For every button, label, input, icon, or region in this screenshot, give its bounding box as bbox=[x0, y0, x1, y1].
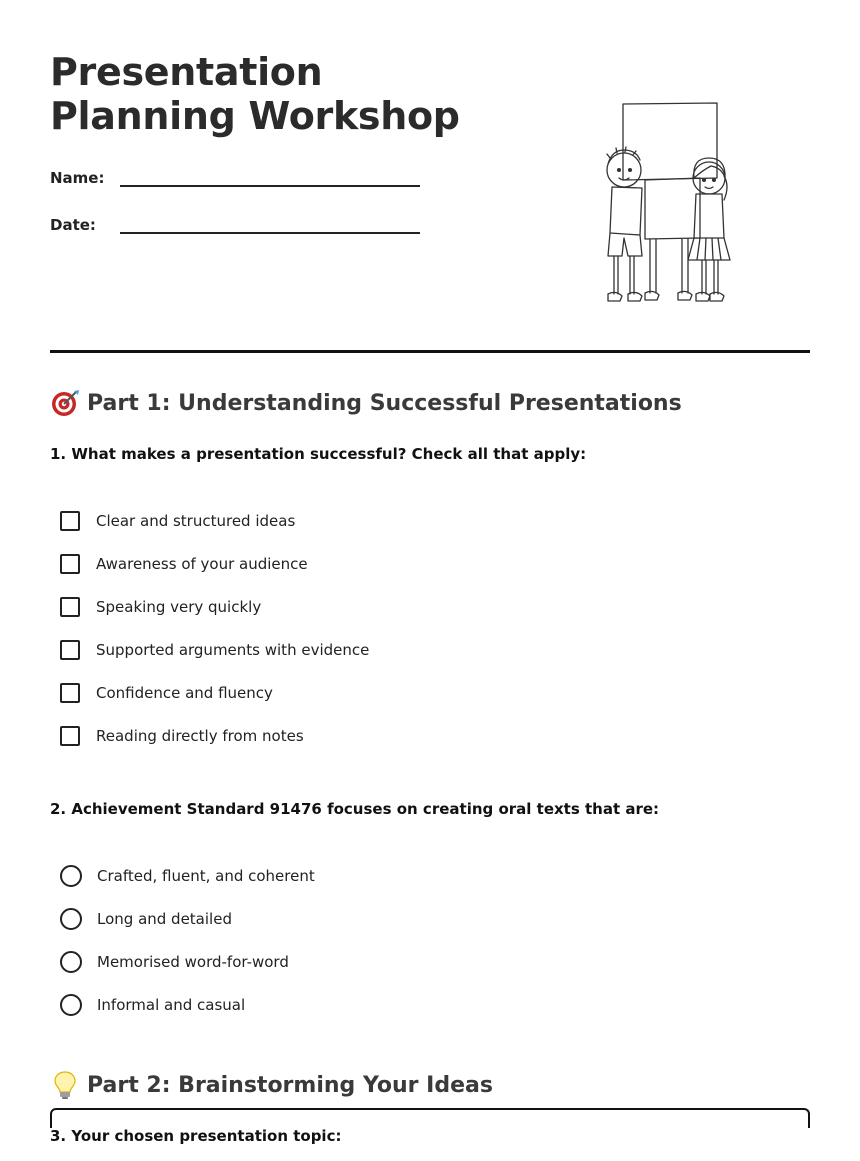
q2-option[interactable] bbox=[60, 951, 289, 973]
part1-heading-text: Part 1: Understanding Successful Presentations bbox=[87, 390, 682, 416]
q1-option-label: Awareness of your audience bbox=[96, 555, 308, 573]
worksheet bbox=[50, 50, 810, 1145]
q1-option[interactable] bbox=[60, 597, 261, 617]
page-title: Presentation Planning Workshop bbox=[50, 50, 460, 138]
q1-option-label: Clear and structured ideas bbox=[96, 512, 296, 530]
checkbox[interactable] bbox=[60, 683, 80, 703]
q1-option[interactable] bbox=[60, 640, 369, 660]
part2-heading-text: Part 2: Brainstorming Your Ideas bbox=[87, 1072, 493, 1098]
radio-button[interactable] bbox=[60, 994, 82, 1016]
q2-option-label: Informal and casual bbox=[97, 996, 246, 1014]
radio-button[interactable] bbox=[60, 865, 82, 887]
radio-button[interactable] bbox=[60, 951, 82, 973]
q1-option-label: Speaking very quickly bbox=[96, 598, 262, 616]
checkbox[interactable] bbox=[60, 726, 80, 746]
q1-option-label: Supported arguments with evidence bbox=[96, 641, 370, 659]
question-1: 1. What makes a presentation successful? Check all that apply: bbox=[50, 445, 587, 463]
radio-button[interactable] bbox=[60, 908, 82, 930]
section-divider bbox=[50, 350, 810, 353]
q1-option[interactable] bbox=[60, 683, 273, 703]
checkbox[interactable] bbox=[60, 640, 80, 660]
name-field bbox=[50, 165, 420, 187]
question-2: 2. Achievement Standard 91476 focuses on creating oral texts that are: bbox=[50, 800, 660, 818]
q2-option[interactable] bbox=[60, 865, 315, 887]
q2-option-label: Crafted, fluent, and coherent bbox=[97, 867, 315, 885]
q1-option-label: Confidence and fluency bbox=[96, 684, 273, 702]
question-3: 3. Your chosen presentation topic: bbox=[50, 1127, 342, 1145]
checkbox[interactable] bbox=[60, 597, 80, 617]
q1-option[interactable] bbox=[60, 511, 295, 531]
q1-option-label: Reading directly from notes bbox=[96, 727, 304, 745]
q1-option[interactable] bbox=[60, 554, 308, 574]
part1-heading bbox=[50, 388, 682, 418]
q2-option-label: Long and detailed bbox=[97, 910, 232, 928]
kids-holding-sign-illustration bbox=[590, 98, 750, 308]
q1-option[interactable] bbox=[60, 726, 304, 746]
checkbox[interactable] bbox=[60, 554, 80, 574]
date-input-line[interactable] bbox=[120, 212, 420, 234]
q2-option-label: Memorised word-for-word bbox=[97, 953, 289, 971]
name-input-line[interactable] bbox=[120, 165, 420, 187]
date-field bbox=[50, 212, 420, 234]
part2-heading bbox=[50, 1070, 493, 1100]
q2-option[interactable] bbox=[60, 908, 232, 930]
date-label: Date: bbox=[50, 216, 96, 234]
topic-answer-box[interactable] bbox=[50, 1108, 810, 1128]
name-label: Name: bbox=[50, 169, 105, 187]
lightbulb-icon bbox=[50, 1070, 80, 1100]
q2-option[interactable] bbox=[60, 994, 245, 1016]
target-dart-icon bbox=[50, 388, 80, 418]
checkbox[interactable] bbox=[60, 511, 80, 531]
